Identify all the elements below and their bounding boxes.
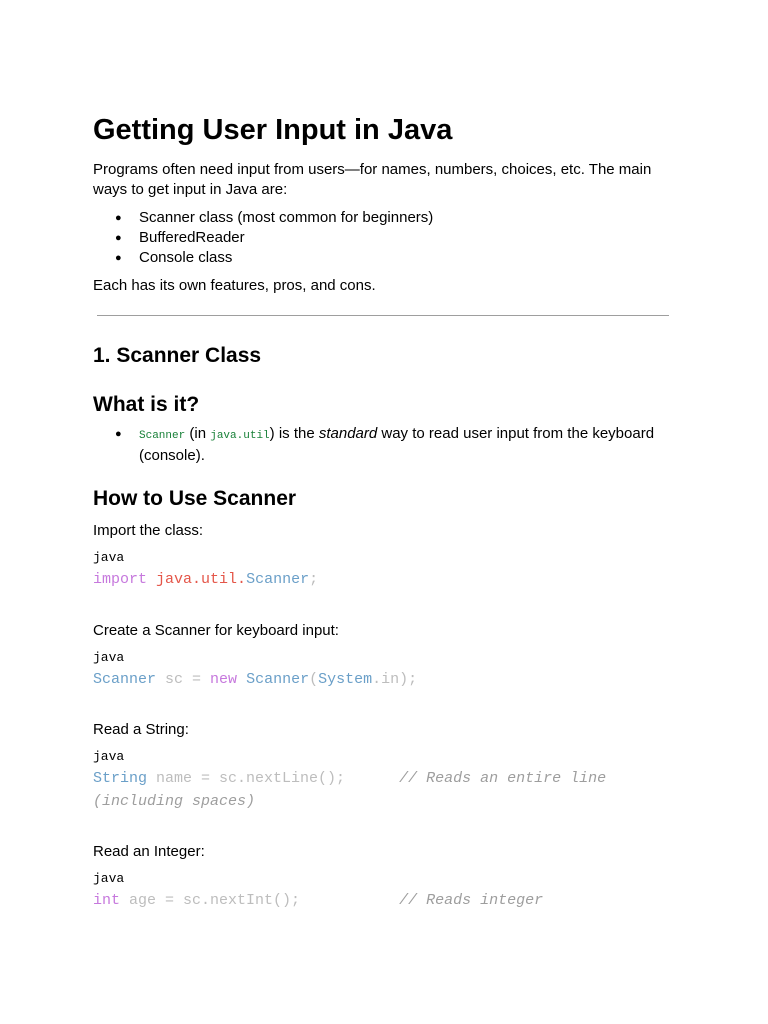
code-block-read-integer xyxy=(93,889,543,912)
inline-code-java-util: java.util xyxy=(210,430,270,442)
code-semicolon: ; xyxy=(309,571,319,588)
inline-text: way to read user input from the keyboard (console). xyxy=(139,425,655,464)
code-space xyxy=(345,770,399,787)
list-item: ● Scanner class (most common for beginners) xyxy=(93,208,433,228)
code-block-create-scanner xyxy=(93,668,417,691)
code-block-read-string xyxy=(93,767,653,813)
inline-text: ) is the xyxy=(269,425,319,442)
code-type: Scanner xyxy=(93,671,157,688)
code-keyword: int xyxy=(93,892,121,909)
code-type: System xyxy=(318,671,373,688)
code-plain: name = sc.nextLine(); xyxy=(147,770,346,787)
code-type: String xyxy=(93,770,148,787)
inline-code-scanner: Scanner xyxy=(139,430,186,442)
section-heading-scanner: 1. Scanner Class xyxy=(93,344,262,367)
code-space xyxy=(300,892,399,909)
list-item: ● BufferedReader xyxy=(93,228,433,248)
code-type: Scanner xyxy=(246,571,310,588)
code-language-label: java xyxy=(93,749,125,764)
list-item: ● Console class xyxy=(93,248,433,268)
code-language-label: java xyxy=(93,650,125,665)
code-language-label: java xyxy=(93,550,125,565)
step-label: Import the class: xyxy=(93,522,204,539)
horizontal-divider xyxy=(97,315,669,316)
code-comment: // Reads integer xyxy=(399,892,544,909)
code-paren: ( xyxy=(309,671,319,688)
step-label: Create a Scanner for keyboard input: xyxy=(93,622,339,639)
code-keyword: new xyxy=(210,671,238,688)
inline-text: (in xyxy=(185,425,211,442)
code-plain: age = sc.nextInt(); xyxy=(120,892,301,909)
step-label: Read an Integer: xyxy=(93,843,205,860)
list-item xyxy=(93,424,673,466)
subheading-how-to-use: How to Use Scanner xyxy=(93,487,297,510)
what-list xyxy=(93,424,673,466)
page-title: Getting User Input in Java xyxy=(93,114,453,146)
methods-list xyxy=(93,208,433,268)
code-comment: // Reads an entire line (including spaces) xyxy=(93,770,616,810)
code-dot: . xyxy=(237,571,247,588)
summary-paragraph: Each has its own features, pros, and cons. xyxy=(93,277,376,294)
code-plain: .in); xyxy=(372,671,418,688)
subheading-what-is-it: What is it? xyxy=(93,393,200,416)
code-type: Scanner xyxy=(246,671,310,688)
code-plain: sc = xyxy=(156,671,211,688)
code-language-label: java xyxy=(93,871,125,886)
code-keyword: import xyxy=(93,571,148,588)
intro-paragraph: Programs often need input from users—for names, numbers, choices, etc. The main ways to get input in Java are: xyxy=(93,161,652,198)
step-label: Read a String: xyxy=(93,721,189,738)
emphasis-standard: standard xyxy=(318,425,378,442)
code-space xyxy=(237,671,246,688)
code-package: java.util xyxy=(156,571,238,588)
code-block-import xyxy=(93,568,318,591)
